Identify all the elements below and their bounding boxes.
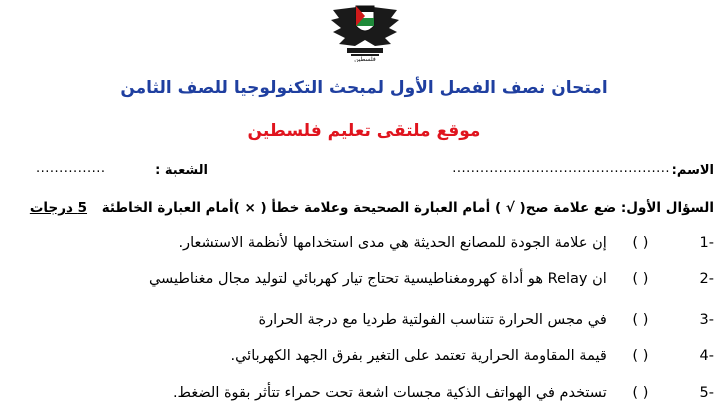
item-text: تستخدم في الهواتف الذكية مجسات اشعة تحت حمراء تتأثر بقوة الضغط. bbox=[172, 385, 607, 401]
class-label: الشعبة : bbox=[155, 163, 208, 178]
answer-box: ( ) bbox=[632, 235, 649, 251]
item-number: -1 bbox=[699, 235, 714, 251]
palestine-emblem-icon bbox=[325, 0, 405, 62]
class-field: ............... bbox=[36, 161, 106, 176]
item-text: في مجس الحرارة تتناسب الفولتية طرديا مع درجة الحرارة bbox=[258, 312, 607, 328]
site-subtitle: موقع ملتقى تعليم فلسطين bbox=[247, 121, 481, 141]
list-item bbox=[230, 348, 714, 364]
question-heading bbox=[30, 200, 714, 216]
item-number: -2 bbox=[699, 271, 714, 287]
item-text: ان Relay هو أداة كهرومغناطيسية تحتاج تيار كهربائي لتوليد مجال مغناطيسي bbox=[148, 271, 607, 287]
answer-box: ( ) bbox=[632, 385, 649, 401]
list-item bbox=[173, 385, 714, 401]
item-text: إن علامة الجودة للمصانع الحديثة هي مدى استخدامها لأنظمة الاستشعار. bbox=[178, 235, 607, 251]
item-number: -5 bbox=[699, 385, 714, 401]
answer-box: ( ) bbox=[632, 271, 649, 287]
list-item bbox=[149, 271, 714, 287]
list-item bbox=[178, 235, 714, 251]
item-number: -3 bbox=[699, 312, 714, 328]
name-field: ............................................... bbox=[452, 161, 670, 176]
answer-box: ( ) bbox=[632, 312, 649, 328]
answer-box: ( ) bbox=[632, 348, 649, 364]
emblem-caption: فلسطين bbox=[354, 56, 376, 62]
name-label: الاسم: bbox=[671, 163, 714, 178]
exam-title: امتحان نصف الفصل الأول لمبحث التكنولوجيا للصف الثامن bbox=[120, 78, 608, 98]
question-marks: 5 درجات bbox=[29, 200, 88, 216]
item-text: قيمة المقاومة الحرارية تعتمد على التغير بفرق الجهد الكهربائي. bbox=[230, 348, 607, 364]
item-number: -4 bbox=[699, 348, 714, 364]
list-item bbox=[258, 312, 714, 328]
question-heading-text: السؤال الأول: ضع علامة صح( √ ) أمام العبارة الصحيحة وعلامة خطأ ( × )أمام العبارة الخاطئة bbox=[101, 200, 714, 216]
